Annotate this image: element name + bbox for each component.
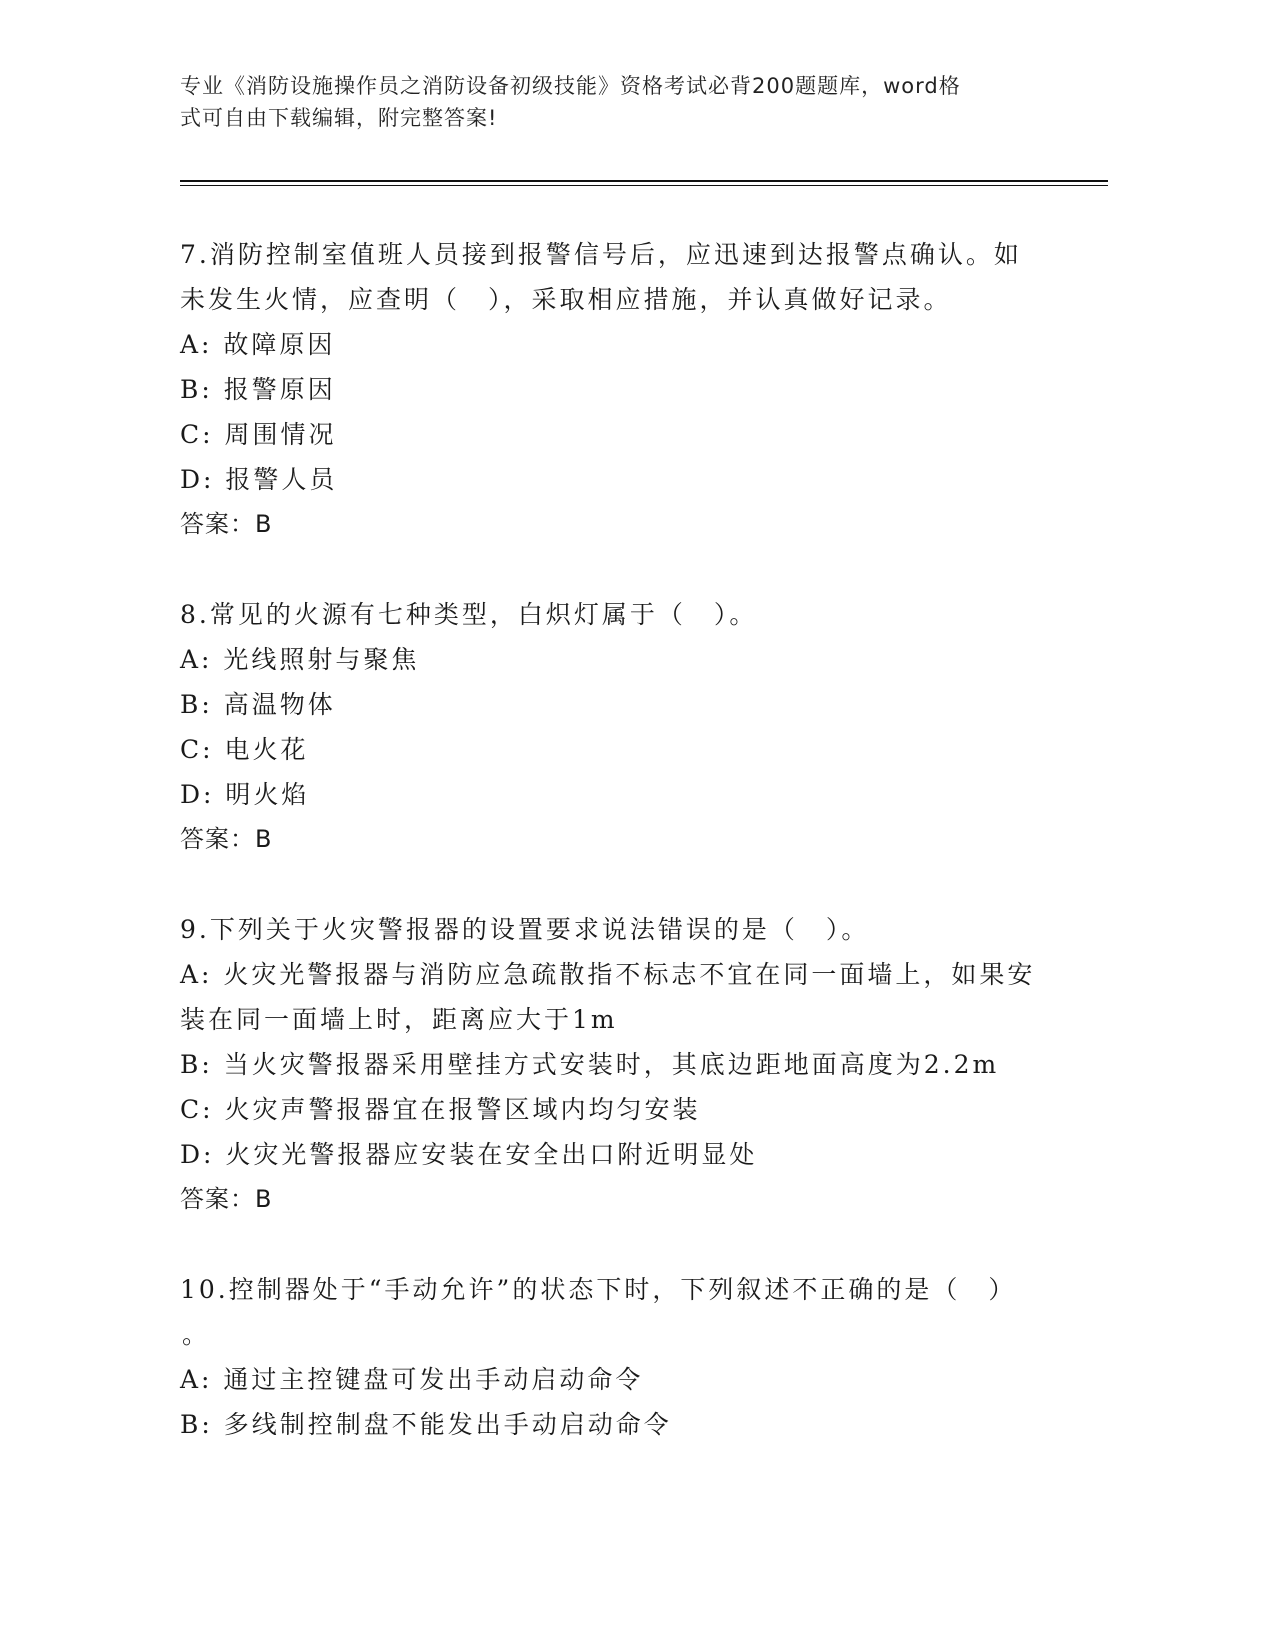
header-line-2: 式可自由下载编辑，附完整答案!	[180, 106, 498, 130]
option-b: B: 报警原因	[180, 375, 336, 404]
header-divider-thick	[180, 180, 1108, 182]
question-7	[180, 232, 1080, 547]
option-a: A: 通过主控键盘可发出手动启动命令	[180, 1365, 644, 1394]
option-d: D: 明火焰	[180, 780, 310, 809]
header-line-1: 专业《消防设施操作员之消防设备初级技能》资格考试必背200题题库，word格	[180, 74, 961, 98]
question-stem-line: 10.控制器处于“手动允许”的状态下时，下列叙述不正确的是（ ）	[180, 1275, 1017, 1304]
question-stem-line: 未发生火情，应查明（ ），采取相应措施，并认真做好记录。	[180, 285, 952, 314]
option-a: A: 火灾光警报器与消防应急疏散指不标志不宜在同一面墙上，如果安	[180, 960, 1036, 989]
question-stem-line: 7.消防控制室值班人员接到报警信号后，应迅速到达报警点确认。如	[180, 240, 1022, 269]
option-d: D: 火灾光警报器应安装在安全出口附近明显处	[180, 1140, 758, 1169]
option-b: B: 高温物体	[180, 690, 336, 719]
question-10	[180, 1267, 1080, 1447]
question-list	[180, 232, 1080, 1447]
option-b: B: 多线制控制盘不能发出手动启动命令	[180, 1410, 672, 1439]
option-b: B: 当火灾警报器采用壁挂方式安装时，其底边距地面高度为2.2m	[180, 1050, 1000, 1079]
answer-label: 答案：B	[180, 1185, 273, 1213]
question-stem-line: 。	[182, 1320, 211, 1349]
question-spacer	[180, 547, 1080, 592]
question-stem-line: 8.常见的火源有七种类型，白炽灯属于（ ）。	[180, 600, 758, 629]
document-header	[180, 70, 1050, 134]
answer-label: 答案：B	[180, 510, 273, 538]
option-d: D: 报警人员	[180, 465, 338, 494]
question-stem-line: 9.下列关于火灾警报器的设置要求说法错误的是（ ）。	[180, 915, 870, 944]
option-c: C: 周围情况	[180, 420, 337, 449]
answer-label: 答案：B	[180, 825, 273, 853]
header-divider-thin	[180, 185, 1108, 186]
option-c: C: 电火花	[180, 735, 309, 764]
option-a-continued: 装在同一面墙上时，距离应大于1m	[180, 1005, 618, 1034]
question-9	[180, 907, 1080, 1222]
question-8	[180, 592, 1080, 862]
option-c: C: 火灾声警报器宜在报警区域内均匀安装	[180, 1095, 701, 1124]
option-a: A: 故障原因	[180, 330, 336, 359]
question-spacer	[180, 1222, 1080, 1267]
option-a: A: 光线照射与聚焦	[180, 645, 420, 674]
question-spacer	[180, 862, 1080, 907]
